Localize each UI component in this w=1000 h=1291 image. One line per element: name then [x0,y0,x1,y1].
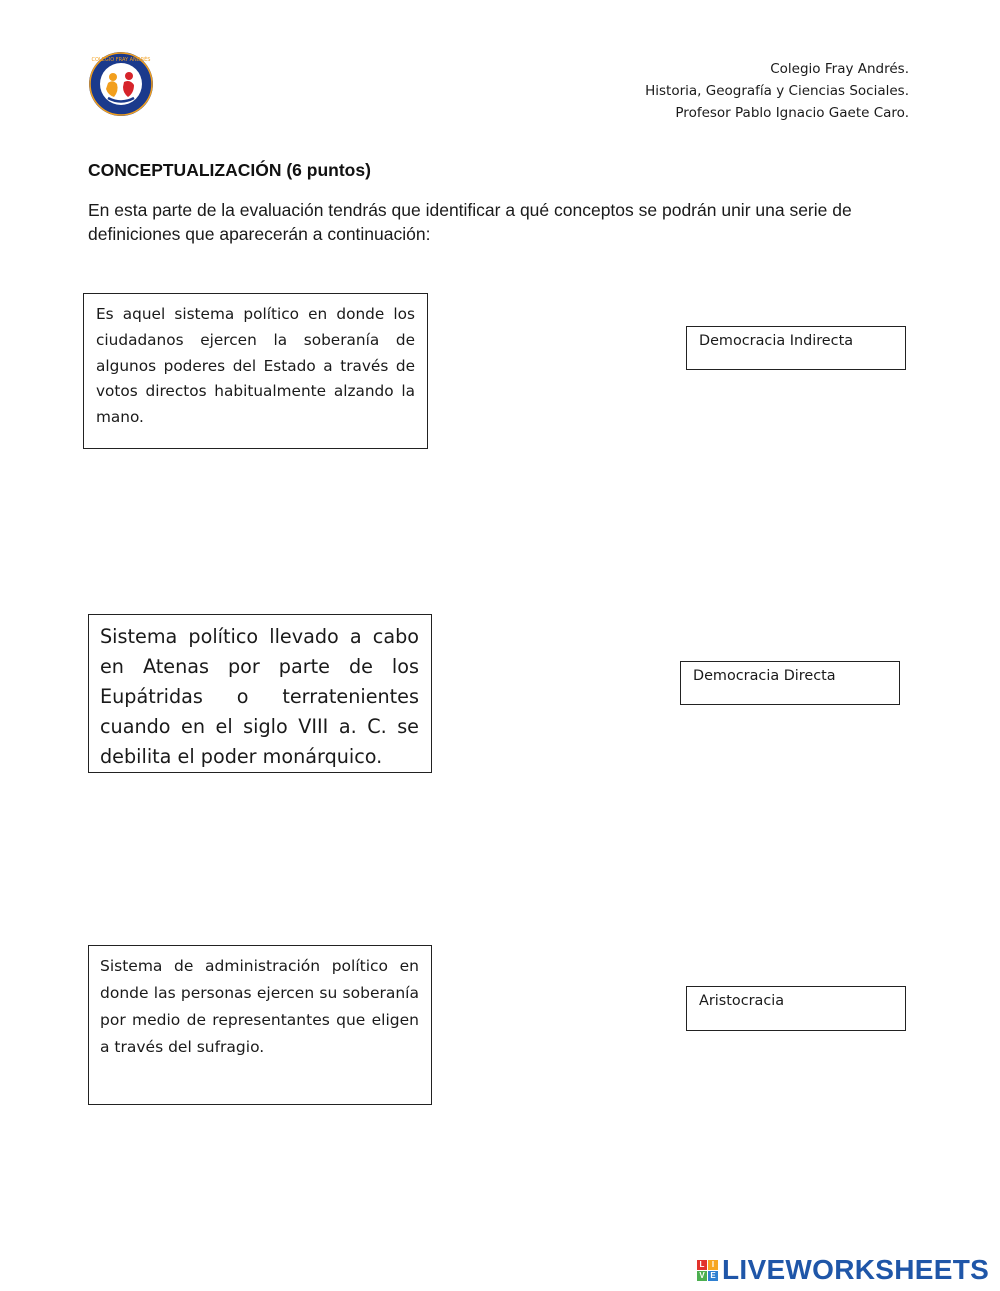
instructions-text: En esta parte de la evaluación tendrás que identificar a qué conceptos se podrán unir una serie de definiciones que aparecerán a continuación: [88,200,852,244]
school-header [645,58,909,124]
svg-text:COLEGIO FRAY ANDRÉS: COLEGIO FRAY ANDRÉS [91,57,151,63]
concept-box-aristocracia[interactable]: Aristocracia [686,986,906,1031]
brand-mark-letter: L [697,1260,707,1270]
teacher-name: Profesor Pablo Ignacio Gaete Caro. [675,105,909,121]
brand-mark-letter: I [708,1260,718,1270]
school-name: Colegio Fray Andrés. [770,61,909,77]
section-title: CONCEPTUALIZACIÓN (6 puntos) [88,160,371,180]
definition-text-1: Es aquel sistema político en donde los ciudadanos ejercen la soberanía de algunos poderes del Estado a través de votos directos habitualmente alzando la mano. [96,305,415,427]
concept-box-democracia-indirecta[interactable]: Democracia Indirecta [686,326,906,370]
subject-name: Historia, Geografía y Ciencias Sociales. [645,83,909,99]
definition-text-3: Sistema de administración político en donde las personas ejercen su soberanía por medio de representantes que eligen a través del sufragio. [100,957,419,1056]
concept-box-democracia-directa[interactable]: Democracia Directa [680,661,900,705]
definition-box-3 [88,945,432,1105]
school-logo [86,51,156,117]
definition-box-2 [88,614,432,773]
definition-text-2: Sistema político llevado a cabo en Atenas por parte de los Eupátridas o terratenientes cuando en el siglo VIII a. C. se debilita el poder monárquico. [100,625,419,768]
liveworksheets-wordmark: LIVEWORKSHEETS [722,1254,990,1285]
brand-mark-letter: V [697,1271,707,1281]
liveworksheets-mark-icon [697,1260,718,1281]
school-logo-icon [86,51,156,117]
definition-box-1 [83,293,428,449]
brand-mark-letter: E [708,1271,718,1281]
liveworksheets-brand [697,1255,989,1285]
